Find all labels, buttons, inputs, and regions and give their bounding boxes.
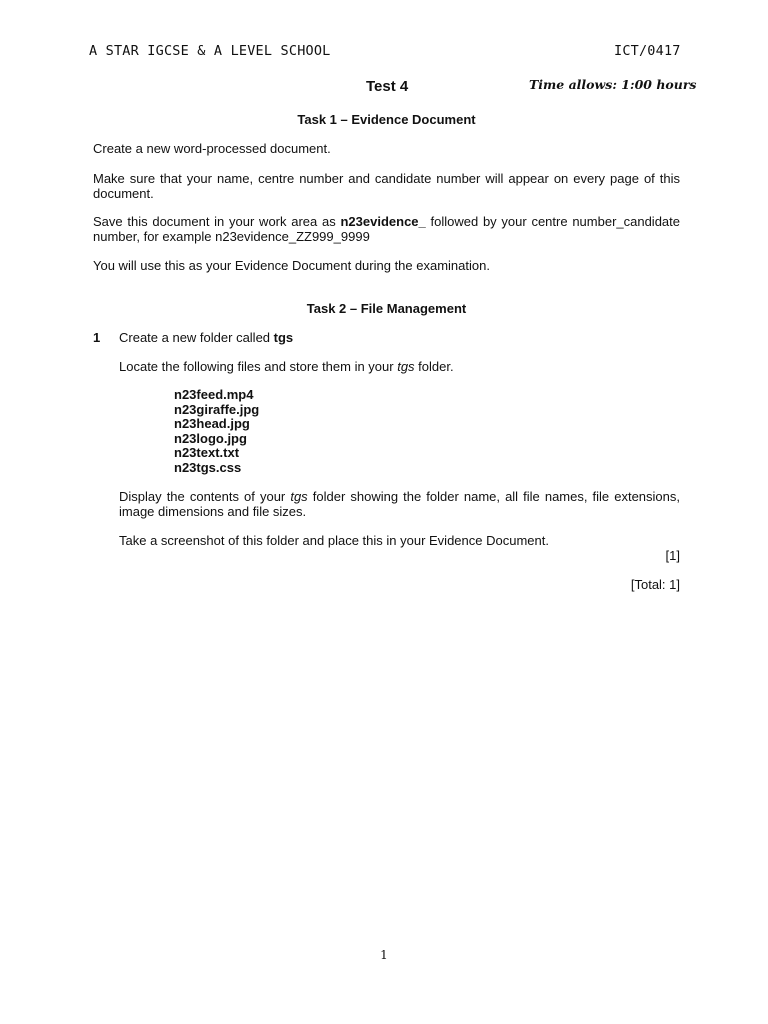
- test-title: Test 4: [366, 78, 409, 95]
- screenshot-instruction: Take a screenshot of this folder and place this in your Evidence Document.: [119, 533, 549, 548]
- task1-paragraph-evidence: You will use this as your Evidence Document during the examination.: [93, 258, 490, 273]
- task1-paragraph-header-info: Make sure that your name, centre number and candidate number will appear on every page of this document.: [93, 171, 680, 201]
- locate-instruction: [119, 359, 454, 374]
- mark-allocation: [1]: [665, 548, 680, 563]
- total-marks: [Total: 1]: [630, 577, 680, 592]
- create-folder-text: Create a new folder called: [119, 330, 274, 345]
- locate-text-end: folder.: [414, 359, 454, 374]
- save-text-start: Save this document in your work area as: [93, 214, 341, 229]
- task1-heading: Task 1 – Evidence Document: [297, 112, 476, 127]
- task1-paragraph-save: [93, 214, 680, 244]
- school-name: A STAR IGCSE & A LEVEL SCHOOL: [89, 43, 331, 59]
- evidence-filename: n23evidence_: [340, 214, 426, 229]
- display-text-end: folder showing the folder name, all file names, file extensions, image dimensions and file sizes.: [119, 489, 680, 519]
- page-number: 1: [380, 948, 388, 962]
- file-item: n23tgs.css: [174, 459, 242, 475]
- time-allowed: Time allows: 1:00 hours: [529, 77, 697, 92]
- file-item: n23giraffe.jpg: [174, 401, 260, 417]
- file-list: [174, 388, 259, 475]
- save-text-end: followed by your centre number_candidate number, for example n23evidence_ZZ999_9999: [93, 214, 681, 244]
- locate-text-start: Locate the following files and store them in your: [119, 359, 398, 374]
- task2-heading: Task 2 – File Management: [306, 301, 467, 316]
- file-item: n23text.txt: [174, 445, 240, 460]
- file-item: n23logo.jpg: [174, 430, 247, 446]
- question-create-folder: [119, 330, 293, 345]
- task1-paragraph-create: Create a new word-processed document.: [93, 141, 331, 156]
- display-folder-name: tgs: [290, 489, 308, 504]
- question-number: 1: [93, 330, 101, 345]
- display-instruction: [119, 489, 680, 519]
- subject-code: ICT/0417: [614, 43, 681, 59]
- file-item: n23feed.mp4: [174, 387, 254, 402]
- display-text-start: Display the contents of your: [119, 489, 291, 504]
- locate-folder-name: tgs: [397, 359, 415, 374]
- folder-name: tgs: [273, 330, 294, 345]
- file-item: n23head.jpg: [174, 416, 250, 431]
